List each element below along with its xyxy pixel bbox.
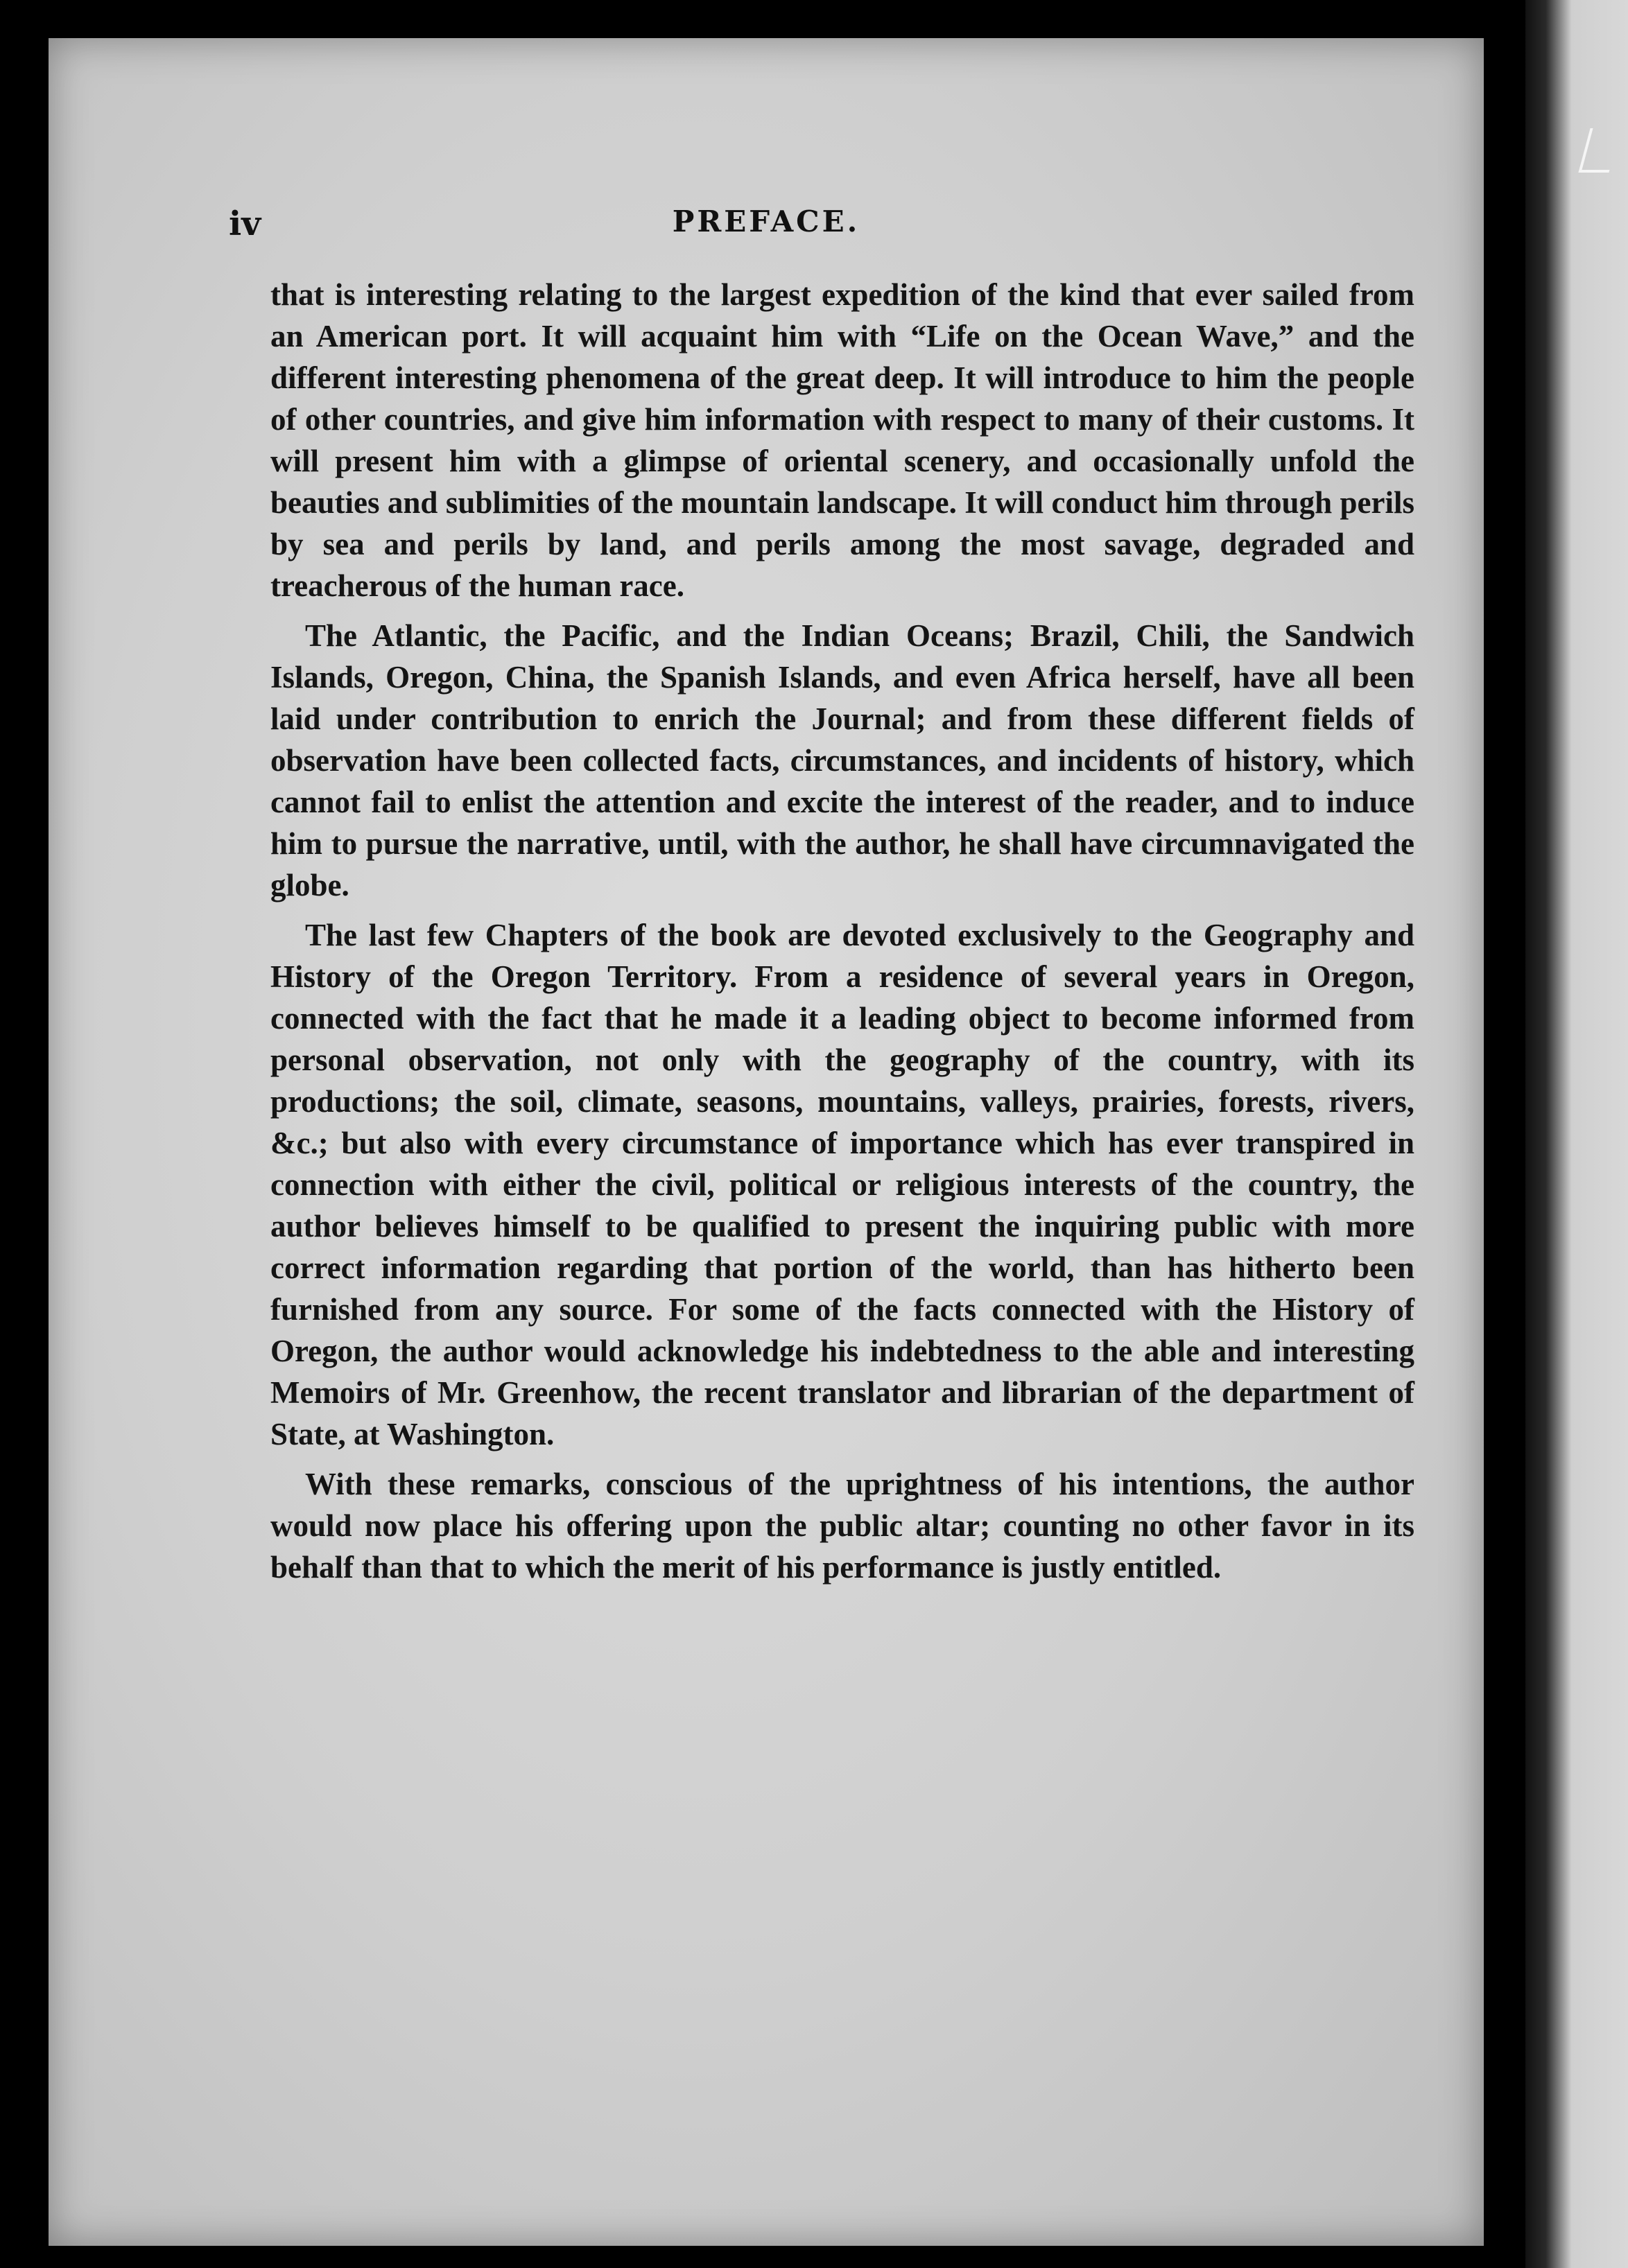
paragraph: The last few Chapters of the book are devoted exclusively to the Geography and History of the Oregon Territory. From a residence of several years in Oregon, connected with the fact that he made it a leading object to become informed from personal observation, not only with the geography of the country, with its productions; the soil, climate, seasons, mountains, valleys, prairies, forests, rivers, &c.; but also with every circumstance of importance which has ever transpired in connection with either the civil, political or religious interests of the country, the author believes himself to be qualified to present the inquiring public with more correct information regarding that portion of the world, than has hitherto been furnished from any source. For some of the facts connected with the History of Oregon, the author would acknowledge his indebtedness to the able and interesting Memoirs of Mr. Greenhow, the recent translator and librarian of the department of State, at Washington. [270, 918, 1414, 1451]
paragraph: that is interesting relating to the largest expedition of the kind that ever sailed from an American port. It will acquaint him with “Life on the Ocean Wave,” and the different interesting phenomena of the great deep. It will introduce to him the people of other countries, and give him information with respect to many of their customs. It will present him with a glimpse of oriental scenery, and occasionally unfold the beauties and sublimities of the mountain landscape. It will conduct him through perils by sea and perils by land, and perils among the most savage, degraded and treacherous of the human race. [270, 277, 1414, 603]
running-head: PREFACE. [672, 204, 860, 238]
preface-text [270, 274, 1414, 1596]
book-page [49, 38, 1484, 2246]
adjacent-page-edge [1525, 0, 1628, 2268]
paragraph: With these remarks, conscious of the uprightness of his intentions, the author would now place his offering upon the public altar; counting no other favor in its behalf than that to which the merit of his performance is justly entitled. [270, 1467, 1414, 1585]
page-number: iv [229, 204, 261, 243]
page-header [49, 204, 1484, 260]
paragraph: The Atlantic, the Pacific, and the Indian Oceans; Brazil, Chili, the Sandwich Islands, Oregon, China, the Spanish Islands, and even Africa herself, have all been laid under contribution to enrich the Journal; and from these different fields of observation have been collected facts, circumstances, and incidents of history, which cannot fail to enlist the attention and excite the interest of the reader, and to induce him to pursue the narrative, until, with the author, he shall have circumnavigated the globe. [270, 618, 1414, 902]
